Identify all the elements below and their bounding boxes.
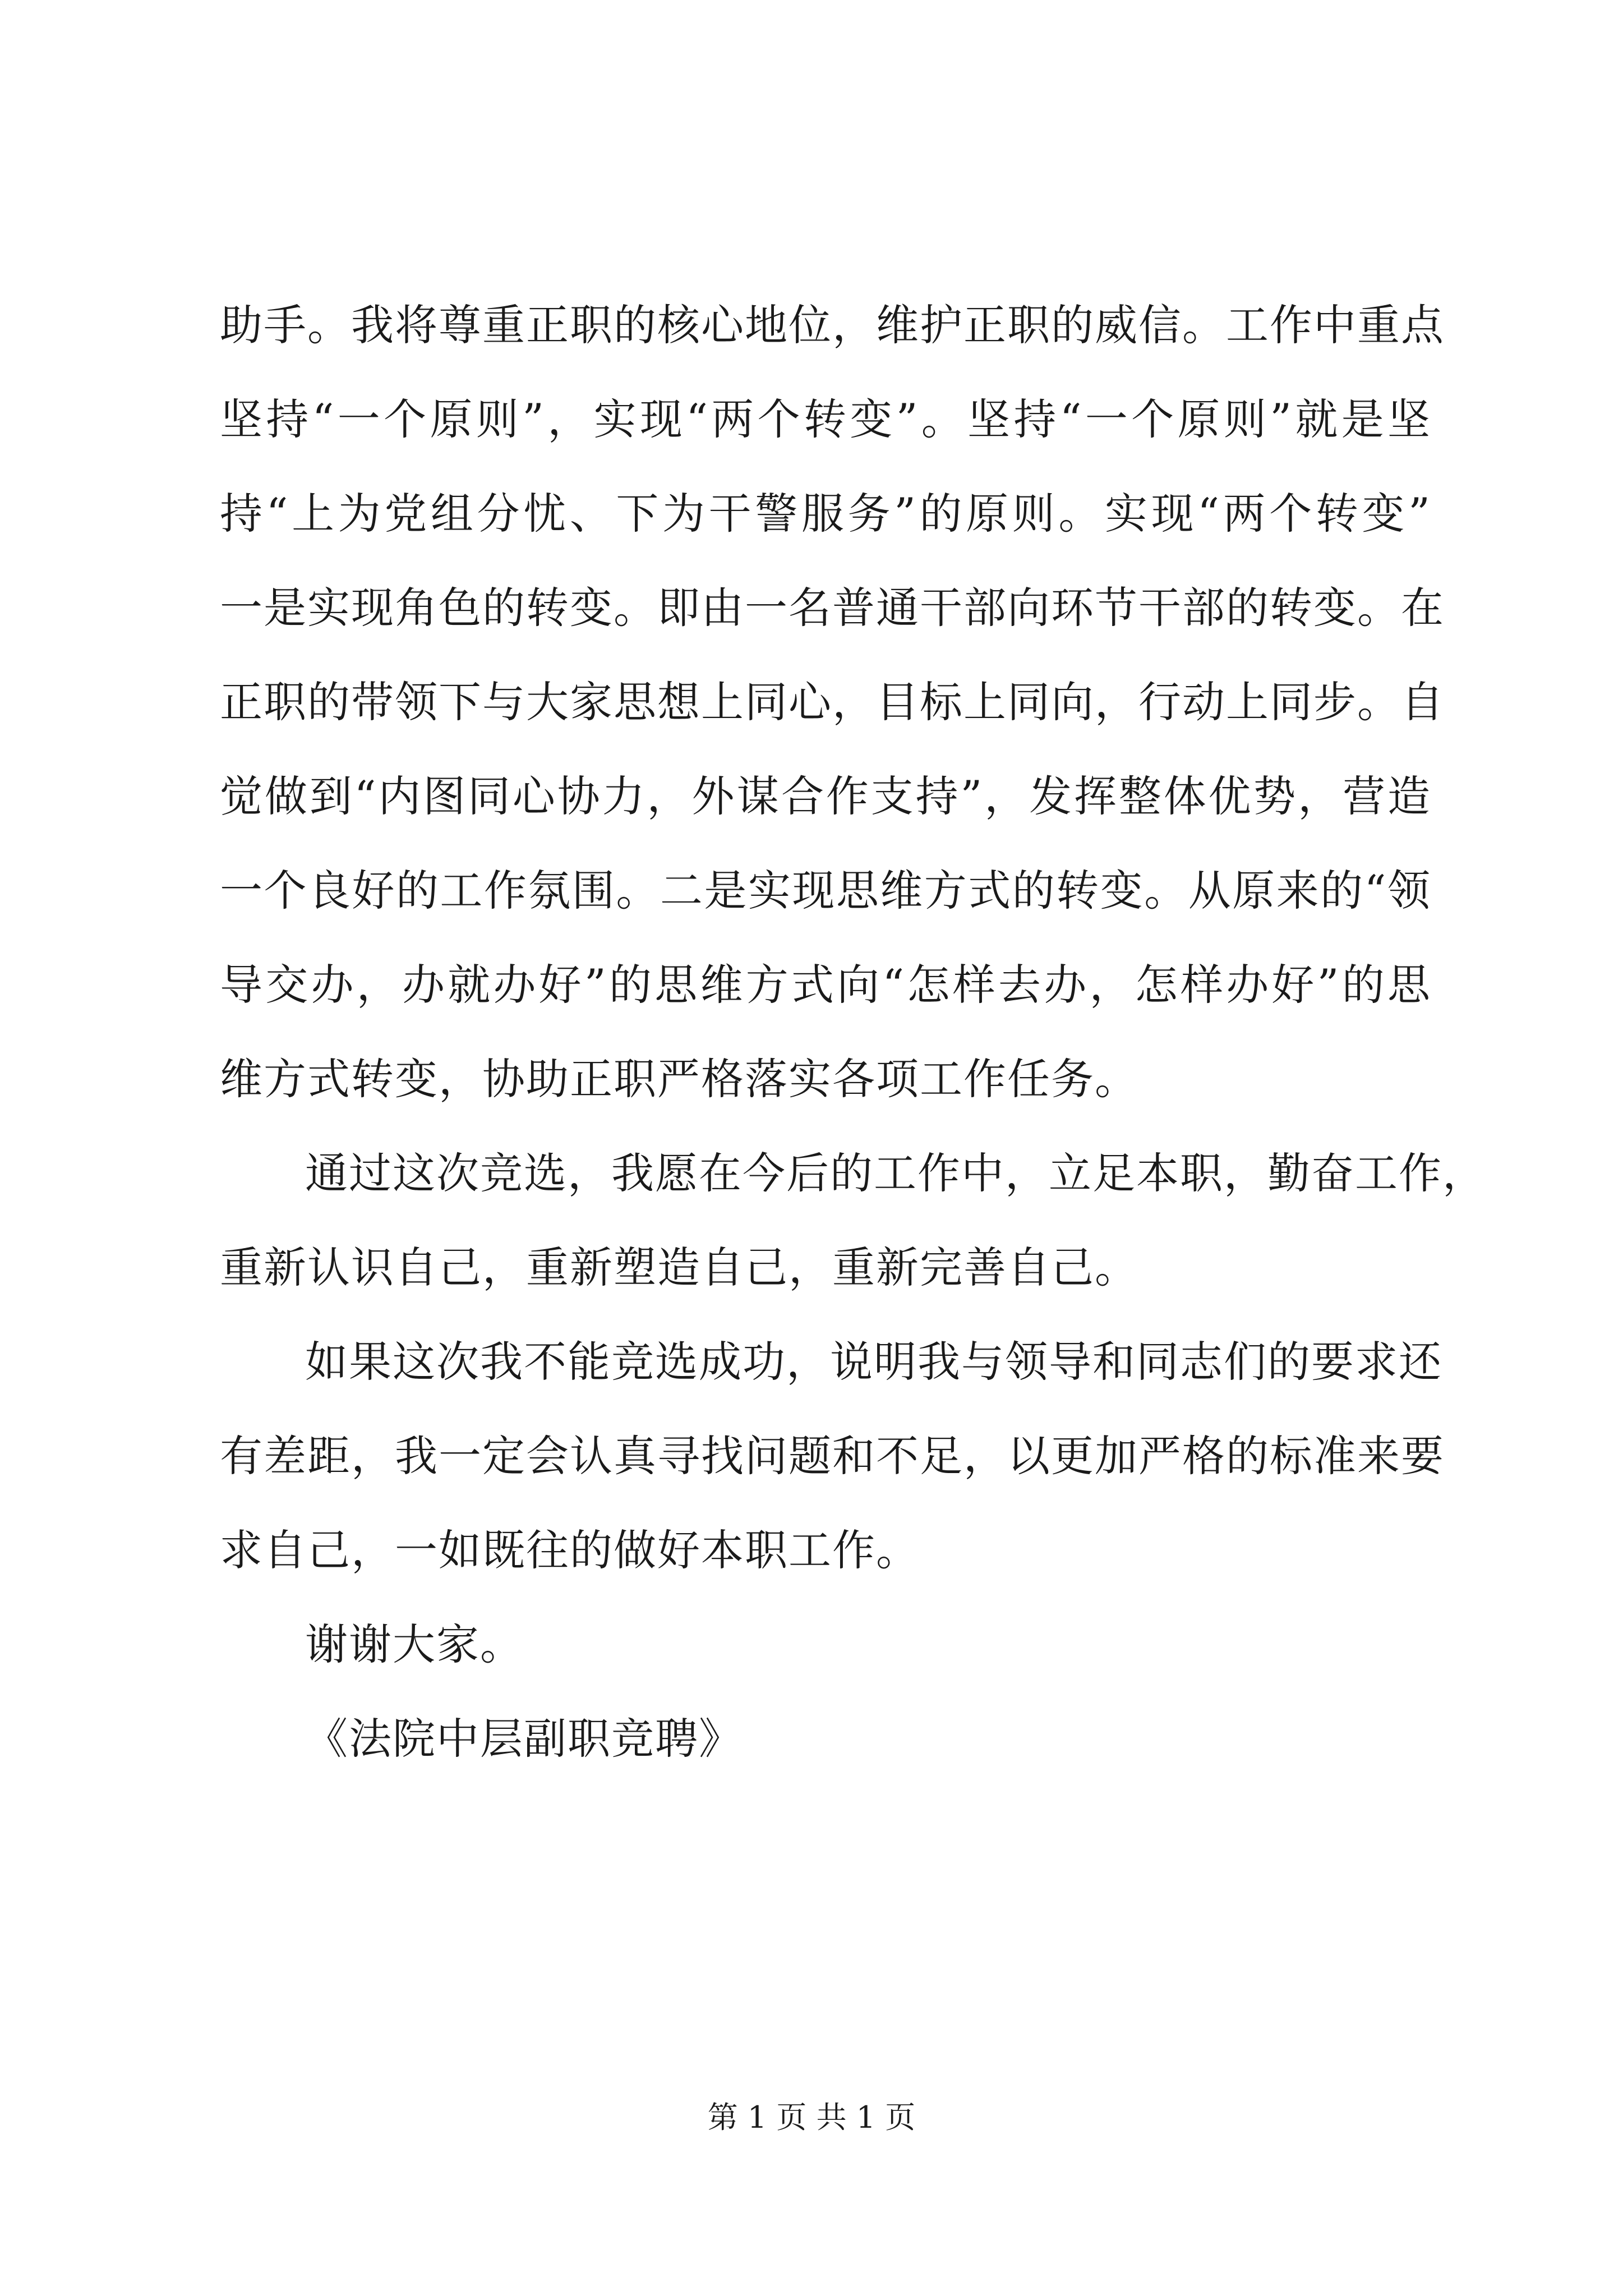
text-line: 持“上为党组分忧、下为干警服务”的原则。实现“两个转变” <box>220 489 1431 539</box>
text-line: 维方式转变，协助正职严格落实各项工作任务。 <box>220 1054 1138 1104</box>
text-line: 重新认识自己，重新塑造自己，重新完善自己。 <box>220 1243 1138 1292</box>
text-line: 有差距，我一定会认真寻找问题和不足，以更加严格的标准来要 <box>220 1431 1445 1481</box>
paragraph-first-line: 如果这次我不能竞选成功，说明我与领导和同志们的要求还 <box>305 1337 1442 1387</box>
text-line: 助手。我将尊重正职的核心地位，维护正职的威信。工作中重点 <box>220 300 1445 350</box>
text-line: 觉做到“内图同心协力，外谋合作支持”，发挥整体优势，营造 <box>220 771 1431 821</box>
text-line: 正职的带领下与大家思想上同心，目标上同向，行动上同步。自 <box>220 677 1445 727</box>
text-line: 导交办，办就办好”的思维方式向“怎样去办，怎样办好”的思 <box>220 960 1431 1010</box>
closing-thanks: 谢谢大家。 <box>305 1619 524 1669</box>
text-line: 求自己，一如既往的做好本职工作。 <box>220 1525 920 1575</box>
text-line: 坚持“一个原则”，实现“两个转变”。坚持“一个原则”就是坚 <box>220 394 1431 444</box>
text-line: 一是实现角色的转变。即由一名普通干部向环节干部的转变。在 <box>220 583 1445 633</box>
document-body <box>220 300 1486 1811</box>
paragraph-first-line: 通过这次竞选，我愿在今后的工作中，立足本职，勤奋工作， <box>305 1148 1486 1198</box>
text-line: 一个良好的工作氛围。二是实现思维方式的转变。从原来的“领 <box>220 866 1431 915</box>
page-footer: 第 1 页 共 1 页 <box>707 2100 916 2135</box>
document-title-reference: 《法院中层副职竞聘》 <box>305 1714 743 1764</box>
